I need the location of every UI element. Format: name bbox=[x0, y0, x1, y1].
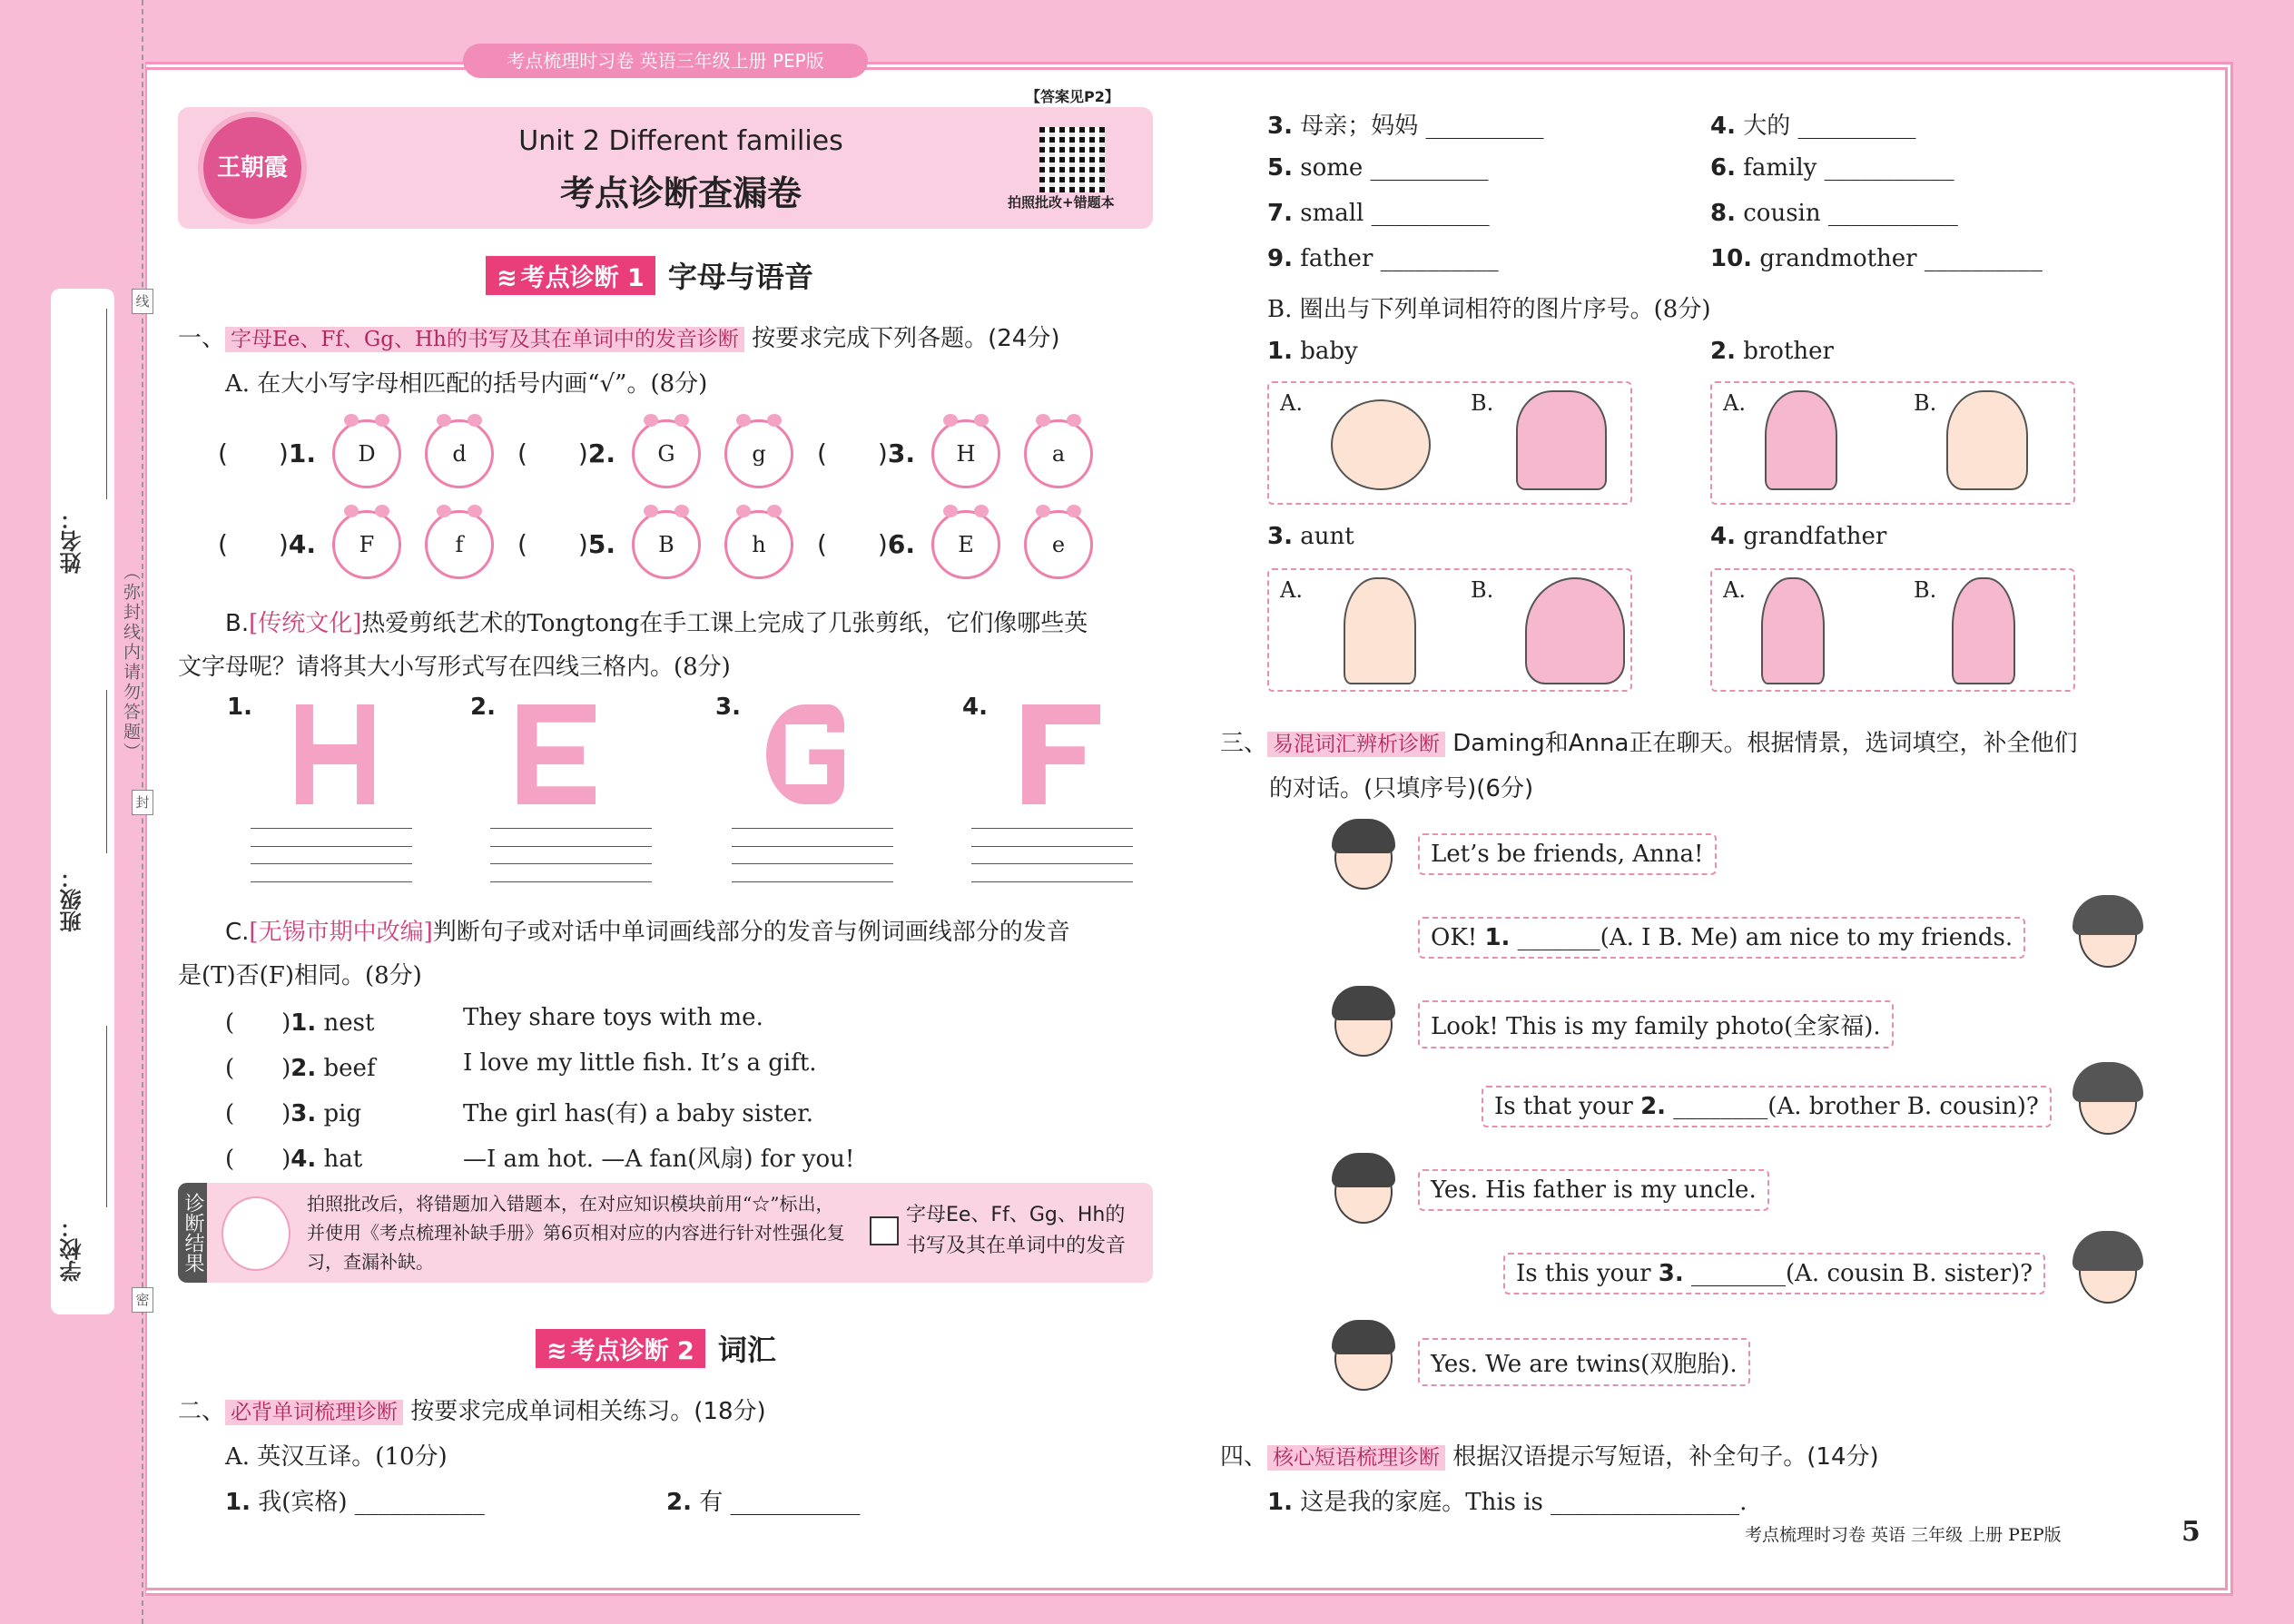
class-line[interactable] bbox=[106, 690, 107, 853]
answer-blank[interactable]: __________ bbox=[1797, 113, 1916, 140]
section-2-title: 词汇 bbox=[717, 1333, 776, 1367]
item-number: 4. bbox=[1710, 523, 1736, 550]
answer-blank[interactable]: __________ bbox=[1425, 113, 1544, 140]
judge-item bbox=[225, 1095, 361, 1128]
item-text: 我(宾格) bbox=[258, 1489, 348, 1516]
q1-tag: 字母Ee、Ff、Gg、Hh的书写及其在单词中的发音诊断 bbox=[225, 327, 744, 352]
name-label: 姓名： bbox=[60, 508, 85, 574]
judge-sentence: The girl has(有) a baby sister. bbox=[463, 1100, 814, 1127]
series-banner: 考点梳理时习卷 英语三年级上册 PEP版 bbox=[463, 44, 868, 78]
item-number: 8. bbox=[1710, 200, 1736, 227]
publisher-logo: 王朝霞 bbox=[198, 112, 307, 224]
q1-heading bbox=[178, 320, 1060, 353]
q4-item[interactable] bbox=[1267, 1483, 1747, 1517]
blank-number: 2. bbox=[1640, 1093, 1667, 1120]
q3-heading-line1 bbox=[1220, 724, 2077, 758]
part-c-label: C. bbox=[225, 919, 250, 946]
pic-item-label bbox=[1710, 523, 1886, 550]
page-number: 5 bbox=[2181, 1516, 2200, 1548]
translate-item bbox=[666, 1483, 861, 1517]
q2-prefix: 二、 bbox=[178, 1398, 226, 1425]
translate-item bbox=[1267, 154, 1489, 182]
judge-number: 2. bbox=[290, 1055, 317, 1082]
section-1-tag-text: 考点诊断 1 bbox=[520, 263, 645, 292]
option-a-label[interactable]: A. bbox=[1280, 577, 1303, 603]
letter-circle-lower: e bbox=[1024, 510, 1093, 579]
dialog-line: OK! bbox=[1431, 924, 1485, 951]
translate-item bbox=[1710, 154, 1954, 182]
pair-number: 2. bbox=[587, 438, 615, 468]
option-b-label[interactable]: B. bbox=[1471, 577, 1494, 603]
unit-title: Unit 2 Different families bbox=[518, 125, 843, 157]
option-a-label[interactable]: A. bbox=[1723, 390, 1746, 416]
answer-paren[interactable]: ( )6. bbox=[817, 529, 915, 559]
answer-paren[interactable]: ( ) bbox=[225, 1009, 291, 1037]
translate-item bbox=[1710, 107, 1916, 141]
answer-paren[interactable]: ( )2. bbox=[517, 438, 615, 468]
letter-circle-lower: a bbox=[1024, 419, 1093, 488]
name-line[interactable] bbox=[106, 309, 107, 499]
four-line-grid[interactable] bbox=[251, 828, 412, 882]
item-text: grandmother bbox=[1759, 245, 1917, 272]
paper-sheet bbox=[145, 62, 2233, 1596]
diagnosis-checkbox[interactable] bbox=[870, 1216, 899, 1245]
item-text: some bbox=[1300, 154, 1364, 182]
translate-item bbox=[1267, 245, 1499, 272]
judge-item bbox=[225, 1004, 374, 1038]
answer-reference: 【答案见P2】 bbox=[1026, 88, 1119, 105]
q2-part-a: A. 英汉互译。(10分) bbox=[225, 1443, 448, 1471]
man-illustration bbox=[1344, 577, 1416, 684]
item-text: 大的 bbox=[1743, 113, 1791, 140]
answer-blank[interactable]: ___________ bbox=[1824, 154, 1954, 182]
blank-number: 1. bbox=[1484, 924, 1511, 951]
judge-word: beef bbox=[323, 1055, 376, 1082]
dialog-bubble bbox=[1503, 1253, 2045, 1294]
q1-prefix: 一、 bbox=[178, 325, 226, 352]
pic-word: grandfather bbox=[1743, 523, 1887, 550]
item-text: cousin bbox=[1743, 200, 1821, 227]
diagnosis-label: 诊断结果 bbox=[178, 1183, 207, 1283]
answer-blank[interactable]: __________ bbox=[1371, 200, 1490, 227]
letter-circle-lower: d bbox=[425, 419, 494, 488]
judge-number: 3. bbox=[290, 1100, 317, 1127]
seal-warning: （弥封线内请勿答题） bbox=[121, 563, 141, 763]
q2-instruction: 按要求完成单词相关练习。(18分) bbox=[410, 1398, 766, 1425]
old-woman-illustration bbox=[1952, 577, 2015, 684]
school-line[interactable] bbox=[106, 1026, 107, 1207]
papercut-number: 1. bbox=[227, 694, 252, 721]
qr-code-pattern bbox=[1039, 127, 1105, 192]
letter-circle-lower: h bbox=[724, 510, 793, 579]
pic-word: baby bbox=[1300, 338, 1358, 365]
item-text: family bbox=[1743, 154, 1817, 182]
translate-item bbox=[1710, 200, 1958, 227]
item-number: 3. bbox=[1267, 523, 1293, 550]
q3-instruction: Daming和Anna正在聊天。根据情景，选词填空，补全他们 bbox=[1452, 730, 2078, 757]
pair-number: 1. bbox=[288, 438, 316, 468]
q1-part-c-line1 bbox=[225, 913, 1070, 947]
q1-part-a: A. 在大小写字母相匹配的括号内画“√”。(8分) bbox=[225, 370, 708, 398]
dialog-line-choice[interactable]: ________(A. cousin B. sister)? bbox=[1683, 1260, 2033, 1287]
paper-title: 考点诊断查漏卷 bbox=[559, 173, 802, 213]
boy-illustration bbox=[1946, 390, 2028, 490]
item-number: 4. bbox=[1710, 113, 1736, 140]
dialog-line-choice[interactable]: ________(A. brother B. cousin)? bbox=[1666, 1093, 2039, 1120]
item-text: 有 bbox=[699, 1489, 724, 1516]
letter-circle-lower: f bbox=[425, 510, 494, 579]
dialog-line: Is that your bbox=[1494, 1093, 1641, 1120]
letter-circle-upper: D bbox=[332, 419, 401, 488]
judge-item bbox=[225, 1049, 376, 1083]
judge-number: 4. bbox=[290, 1146, 317, 1173]
letter-circle-upper: F bbox=[332, 510, 401, 579]
part-c-text: 判断句子或对话中单词画线部分的发音与例词画线部分的发音 bbox=[432, 919, 1070, 946]
papercut-number: 2. bbox=[470, 694, 496, 721]
q1-instruction: 按要求完成下列各题。(24分) bbox=[752, 325, 1060, 352]
page-footer: 考点梳理时习卷 英语 三年级 上册 PEP版 bbox=[1745, 1525, 2062, 1545]
papercut-letter-image bbox=[517, 704, 596, 804]
letter-circle-upper: G bbox=[632, 419, 701, 488]
diagnosis-topic: 字母Ee、Ff、Gg、Hh的书写及其在单词中的发音 bbox=[906, 1204, 1127, 1257]
seal-mark-line: 线 bbox=[132, 289, 153, 314]
pair-number: 3. bbox=[887, 438, 915, 468]
pair-number: 4. bbox=[288, 529, 316, 559]
four-line-grid[interactable] bbox=[732, 828, 893, 882]
q3-heading-line2: 的对话。(只填序号)(6分) bbox=[1269, 775, 1534, 802]
section-2-tag-text: 考点诊断 2 bbox=[570, 1336, 694, 1365]
item-number: 9. bbox=[1267, 245, 1293, 272]
judge-word: nest bbox=[323, 1009, 375, 1037]
answer-blank[interactable]: __________ bbox=[1370, 154, 1489, 182]
section-1-heading bbox=[486, 254, 813, 296]
answer-paren[interactable]: ( )5. bbox=[517, 529, 615, 559]
judge-item bbox=[225, 1140, 362, 1174]
letter-circle-upper: B bbox=[632, 510, 701, 579]
dialog-bubble bbox=[1418, 1000, 1894, 1048]
qr-caption: 拍照批改+错题本 bbox=[1008, 194, 1115, 211]
answer-paren[interactable]: ( ) bbox=[225, 1055, 291, 1082]
q1-part-b-line2: 文字母呢？请将其大小写形式写在四线三格内。(8分) bbox=[178, 654, 731, 681]
translate-item bbox=[1267, 107, 1544, 141]
q1-part-c-line2: 是(T)否(F)相同。(8分) bbox=[178, 962, 422, 989]
answer-paren[interactable]: ( )1. bbox=[218, 438, 316, 468]
item-number: 3. bbox=[1267, 113, 1293, 140]
answer-blank[interactable]: ___________ bbox=[354, 1489, 485, 1516]
item-text: 母亲；妈妈 bbox=[1300, 113, 1419, 140]
q2-tag: 必背单词梳理诊断 bbox=[225, 1400, 403, 1425]
cook-illustration bbox=[1516, 390, 1607, 490]
answer-blank[interactable]: ___________ bbox=[1827, 200, 1958, 227]
answer-paren[interactable]: ( ) bbox=[225, 1146, 291, 1173]
dialog-bubble bbox=[1418, 1169, 1769, 1211]
q1-part-b-line1 bbox=[225, 605, 1088, 638]
waves-icon: ≋ bbox=[546, 1336, 567, 1365]
judge-word: pig bbox=[323, 1100, 362, 1127]
waves-icon: ≋ bbox=[497, 263, 517, 292]
q4-tag: 核心短语梳理诊断 bbox=[1267, 1445, 1445, 1471]
answer-paren[interactable]: ( )4. bbox=[218, 529, 316, 559]
pic-item-label bbox=[1710, 338, 1834, 365]
seal-mark-seal: 封 bbox=[132, 790, 153, 815]
answer-blank[interactable]: __________ bbox=[1380, 245, 1499, 272]
four-line-grid[interactable] bbox=[971, 828, 1133, 882]
pic-word: aunt bbox=[1300, 523, 1354, 550]
binding-strip bbox=[51, 289, 114, 1314]
seal-mark-secret: 密 bbox=[132, 1287, 153, 1313]
section-2-heading bbox=[536, 1327, 776, 1369]
letter-circle-upper: H bbox=[931, 419, 1000, 488]
option-b-label[interactable]: B. bbox=[1471, 390, 1494, 416]
dialog-line: Let’s be friends, Anna! bbox=[1431, 841, 1704, 868]
dialog-line: Yes. His father is my uncle. bbox=[1431, 1176, 1757, 1204]
item-number: 6. bbox=[1710, 154, 1736, 182]
translate-item bbox=[1710, 245, 2043, 272]
answer-paren[interactable]: ( )3. bbox=[817, 438, 915, 468]
item-number: 2. bbox=[666, 1489, 692, 1516]
source-tag: [无锡市期中改编] bbox=[249, 919, 433, 946]
option-a-label[interactable]: A. bbox=[1280, 390, 1303, 416]
q4-heading bbox=[1220, 1438, 1879, 1471]
item-number: 7. bbox=[1267, 200, 1293, 227]
four-line-grid[interactable] bbox=[490, 828, 652, 882]
answer-blank[interactable]: ___________ bbox=[730, 1489, 861, 1516]
item-text: father bbox=[1300, 245, 1373, 272]
letter-circle-upper: E bbox=[931, 510, 1000, 579]
pair-number: 5. bbox=[587, 529, 615, 559]
dialog-bubble bbox=[1418, 833, 1717, 875]
q4-prefix: 四、 bbox=[1220, 1443, 1268, 1471]
judge-sentence: I love my little fish. It’s a gift. bbox=[463, 1049, 817, 1077]
baby-illustration bbox=[1331, 399, 1431, 490]
dialog-line-choice[interactable]: _______(A. I B. Me) am nice to my friends. bbox=[1510, 924, 2013, 951]
q2-heading bbox=[178, 1393, 766, 1426]
pair-number: 6. bbox=[887, 529, 915, 559]
papercut-number: 3. bbox=[715, 694, 741, 721]
old-man-illustration bbox=[1761, 577, 1825, 684]
translate-item bbox=[1267, 200, 1490, 227]
item-number: 5. bbox=[1267, 154, 1293, 182]
papercut-number: 4. bbox=[962, 694, 988, 721]
judge-sentence: They share toys with me. bbox=[463, 1004, 763, 1031]
q3-tag: 易混词汇辨析诊断 bbox=[1267, 732, 1445, 757]
section-1-title: 字母与语音 bbox=[667, 260, 813, 294]
item-number: 1. bbox=[1267, 1489, 1293, 1516]
q4-item-text: 这是我的家庭。This is ________________. bbox=[1300, 1489, 1748, 1516]
answer-paren[interactable]: ( ) bbox=[225, 1100, 291, 1127]
dialog-bubble bbox=[1418, 917, 2025, 959]
school-label: 学校： bbox=[60, 1216, 85, 1282]
woman-illustration bbox=[1525, 577, 1625, 684]
item-number: 1. bbox=[1267, 338, 1293, 365]
item-number: 2. bbox=[1710, 338, 1736, 365]
answer-blank[interactable]: __________ bbox=[1924, 245, 2043, 272]
option-a-label[interactable]: A. bbox=[1723, 577, 1746, 603]
section-2-tag bbox=[536, 1329, 705, 1368]
q4-instruction: 根据汉语提示写短语，补全句子。(14分) bbox=[1452, 1443, 1879, 1471]
blank-number: 3. bbox=[1658, 1260, 1684, 1287]
class-label: 班级： bbox=[60, 867, 85, 932]
option-b-label[interactable]: B. bbox=[1914, 390, 1937, 416]
dialog-line: Look! This is my family photo(全家福). bbox=[1431, 1013, 1881, 1040]
dialog-bubble bbox=[1482, 1086, 2052, 1127]
dialog-bubble bbox=[1418, 1338, 1750, 1386]
pic-item-label bbox=[1267, 338, 1358, 365]
diagnosis-instructions: 拍照批改后，将错题加入错题本，在对应知识模块前用“☆”标出，并使用《考点梳理补缺手册》第6页相对应的内容进行针对性强化复习，查漏补缺。 bbox=[307, 1193, 845, 1273]
item-number: 1. bbox=[225, 1489, 251, 1516]
pic-item-label bbox=[1267, 523, 1354, 550]
option-b-label[interactable]: B. bbox=[1914, 577, 1937, 603]
translate-item bbox=[225, 1483, 485, 1517]
letter-circle-lower: g bbox=[724, 419, 793, 488]
girl-illustration bbox=[1765, 390, 1837, 490]
part-b-label: B. bbox=[225, 610, 250, 637]
judge-sentence: —I am hot. —A fan(风扇) for you! bbox=[463, 1146, 855, 1173]
dialog-line: Is this your bbox=[1516, 1260, 1659, 1287]
teacher-avatar bbox=[222, 1196, 290, 1271]
pic-word: brother bbox=[1743, 338, 1834, 365]
judge-number: 1. bbox=[290, 1009, 317, 1037]
culture-tag: [传统文化] bbox=[249, 610, 362, 637]
part-b-text: 热爱剪纸艺术的Tongtong在手工课上完成了几张剪纸，它们像哪些英 bbox=[361, 610, 1088, 637]
section-1-tag bbox=[486, 256, 655, 295]
dialog-line: Yes. We are twins(双胞胎). bbox=[1431, 1351, 1738, 1378]
item-number: 10. bbox=[1710, 245, 1753, 272]
item-text: small bbox=[1300, 200, 1364, 227]
q2-part-b: B. 圈出与下列单词相符的图片序号。(8分) bbox=[1267, 296, 1711, 323]
judge-word: hat bbox=[323, 1146, 363, 1173]
q3-prefix: 三、 bbox=[1220, 730, 1268, 757]
